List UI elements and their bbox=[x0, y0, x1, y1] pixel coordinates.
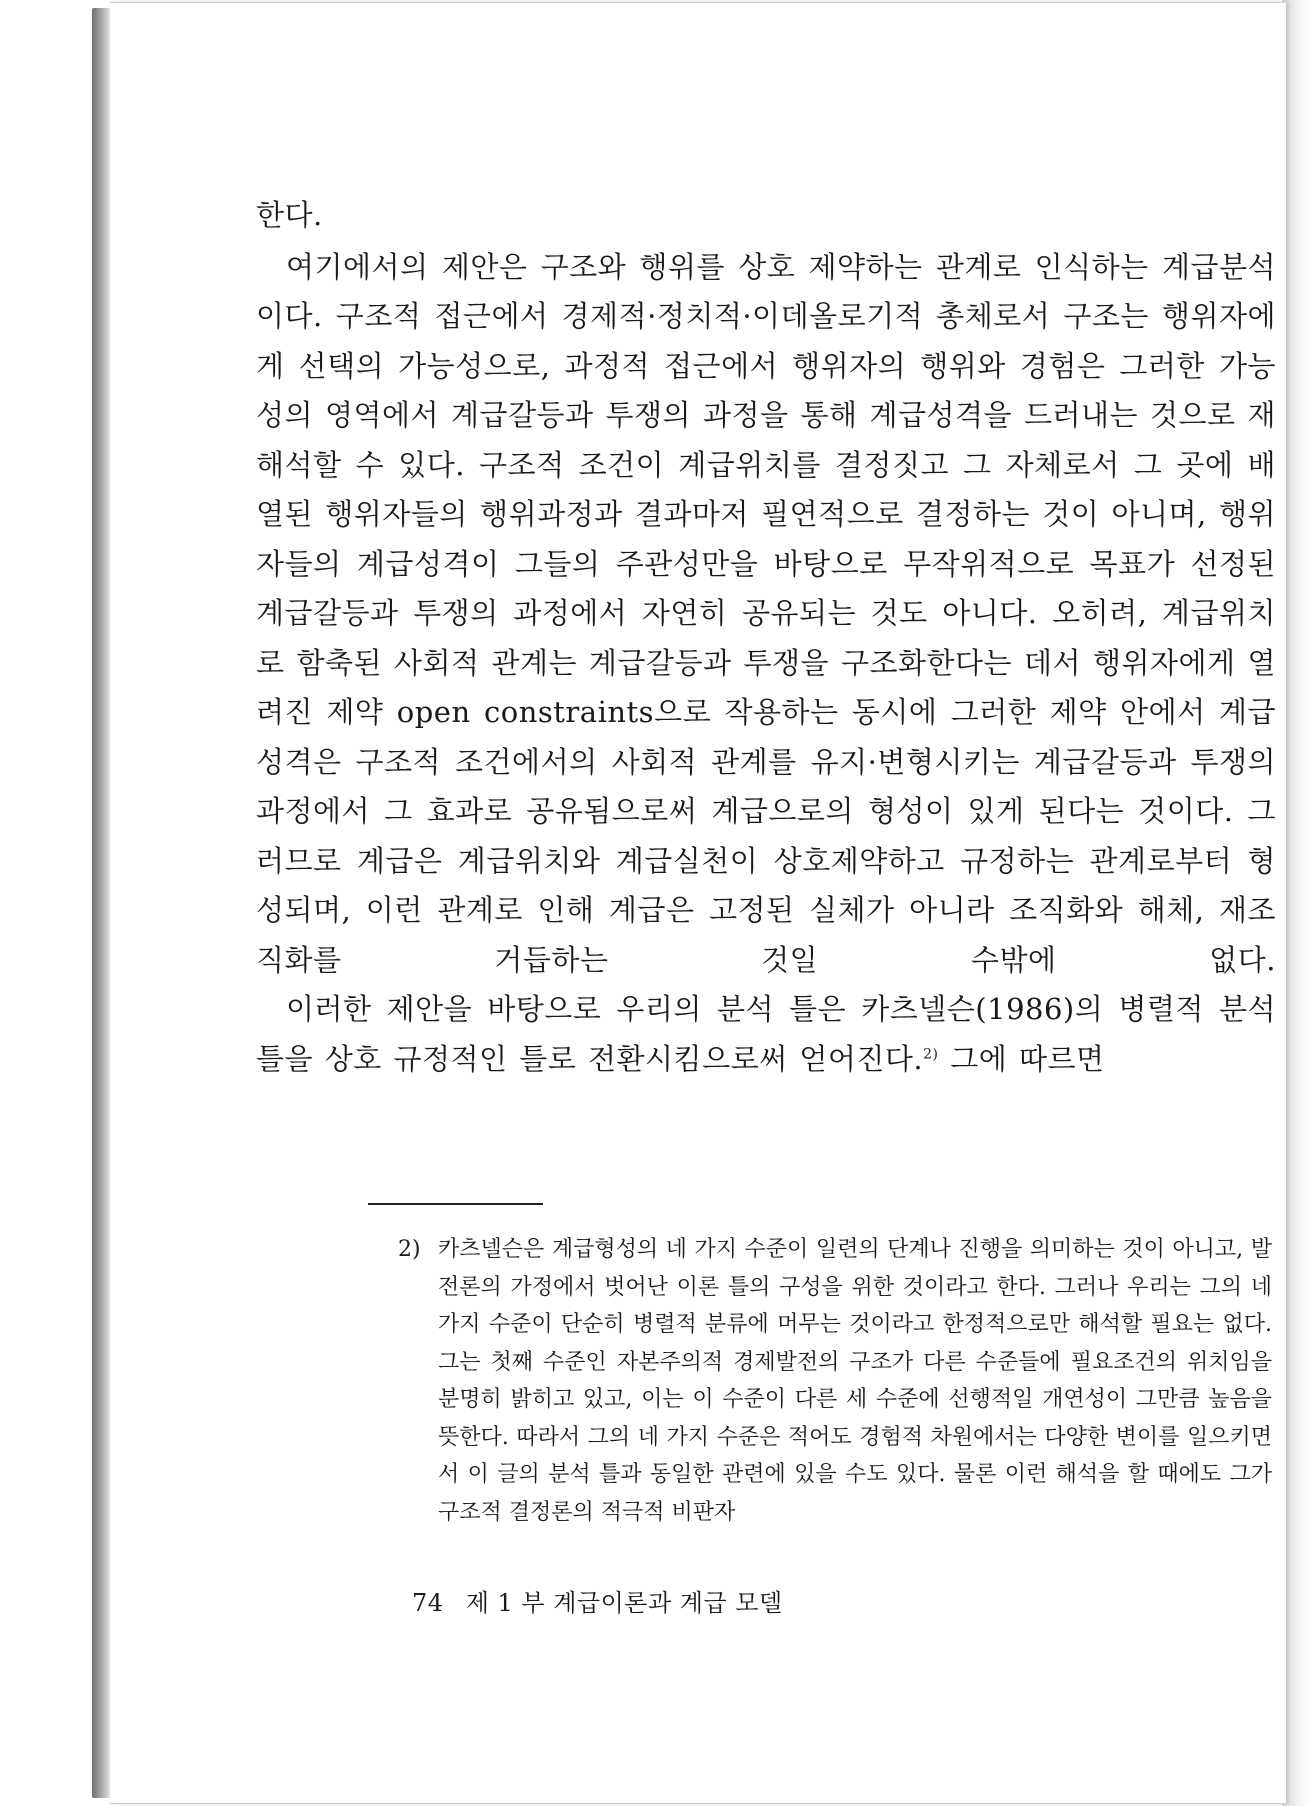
footnote bbox=[398, 1231, 1272, 1531]
footnote-reference[interactable]: 2) bbox=[923, 1045, 939, 1062]
paragraph-2 bbox=[256, 985, 1276, 1084]
page-number: 74 bbox=[412, 1589, 444, 1617]
running-title: 제 1 부 계급이론과 계급 모델 bbox=[465, 1589, 783, 1617]
paragraph-2-tail: 그에 따르면 bbox=[938, 1041, 1105, 1076]
page-footer bbox=[412, 1583, 783, 1618]
footnote-number: 2) bbox=[398, 1237, 421, 1262]
book-page bbox=[110, 2, 1286, 1804]
body-text bbox=[256, 191, 1276, 1084]
opening-line: 한다. bbox=[256, 198, 323, 232]
footnote-divider bbox=[368, 1203, 543, 1205]
paragraph-2-text: 이러한 제안을 바탕으로 우리의 분석 틀은 카츠넬슨(1986)의 병렬적 분석 틀을 상호 규정적인 틀로 전환시킴으로써 얻어진다. bbox=[256, 992, 1276, 1076]
paragraph-1: 여기에서의 제안은 구조와 행위를 상호 제약하는 관계로 인식하는 계급분석이다. 구조적 접근에서 경제적·정치적·이데올로기적 총체로서 구조는 행위자에게 선택의 가능성으로, 과정적 접근에서 행위자의 행위와 경험은 그러한 가능성의 영역에서 계급갈등과 투쟁의 과정을 통해 계급성격을 드러내는 것으로 재해석할 수 있다. 구조적 조건이 계급위치를 결정짓고 그 자체로서 그 곳에 배열된 행위자들의 행위과정과 결과마저 필연적으로 결정하는 것이 아니며, 행위자들의 계급성격이 그들의 주관성만을 바탕으로 무작위적으로 목표가 선정된 계급갈등과 투쟁의 과정에서 자연히 공유되는 것도 아니다. 오히려, 계급위치로 함축된 사회적 관계는 계급갈등과 투쟁을 구조화한다는 데서 행위자에게 열려진 제약 open constraints으로 작용하는 동시에 그러한 제약 안에서 계급성격은 구조적 조건에서의 사회적 관계를 유지·변형시키는 계급갈등과 투쟁의 과정에서 그 효과로 공유됨으로써 계급으로의 형성이 있게 된다는 것이다. 그러므로 계급은 계급위치와 계급실천이 상호제약하고 규정하는 관계로부터 형성되며, 이런 관계로 인해 계급은 고정된 실체가 아니라 조직화와 해체, 재조직화를 거듭하는 것일 수밖에 없다. bbox=[256, 249, 1276, 977]
page-edge-shadow bbox=[1282, 0, 1311, 1806]
footnote-text: 카츠넬슨은 계급형성의 네 가지 수준이 일련의 단계나 진행을 의미하는 것이 아니고, 발전론의 가정에서 벗어난 이론 틀의 구성을 위한 것이라고 한다. 그러나 우리는 그의 네 가지 수준이 단순히 병렬적 분류에 머무는 것이라고 한정적으로만 해석할 필요는 없다. 그는 첫째 수준인 자본주의적 경제발전의 구조가 다른 수준들에 필요조건의 위치임을 분명히 밝히고 있고, 이는 이 수준이 다른 세 수준에 선행적일 개연성이 그만큼 높음을 뜻한다. 따라서 그의 네 가지 수준은 적어도 경험적 차원에서는 다양한 변이를 일으키면서 이 글의 분석 틀과 동일한 관련에 있을 수도 있다. 물론 이런 해석을 할 때에도 그가 구조적 결정론의 적극적 비판자 bbox=[438, 1237, 1272, 1525]
book-spine bbox=[92, 8, 110, 1798]
